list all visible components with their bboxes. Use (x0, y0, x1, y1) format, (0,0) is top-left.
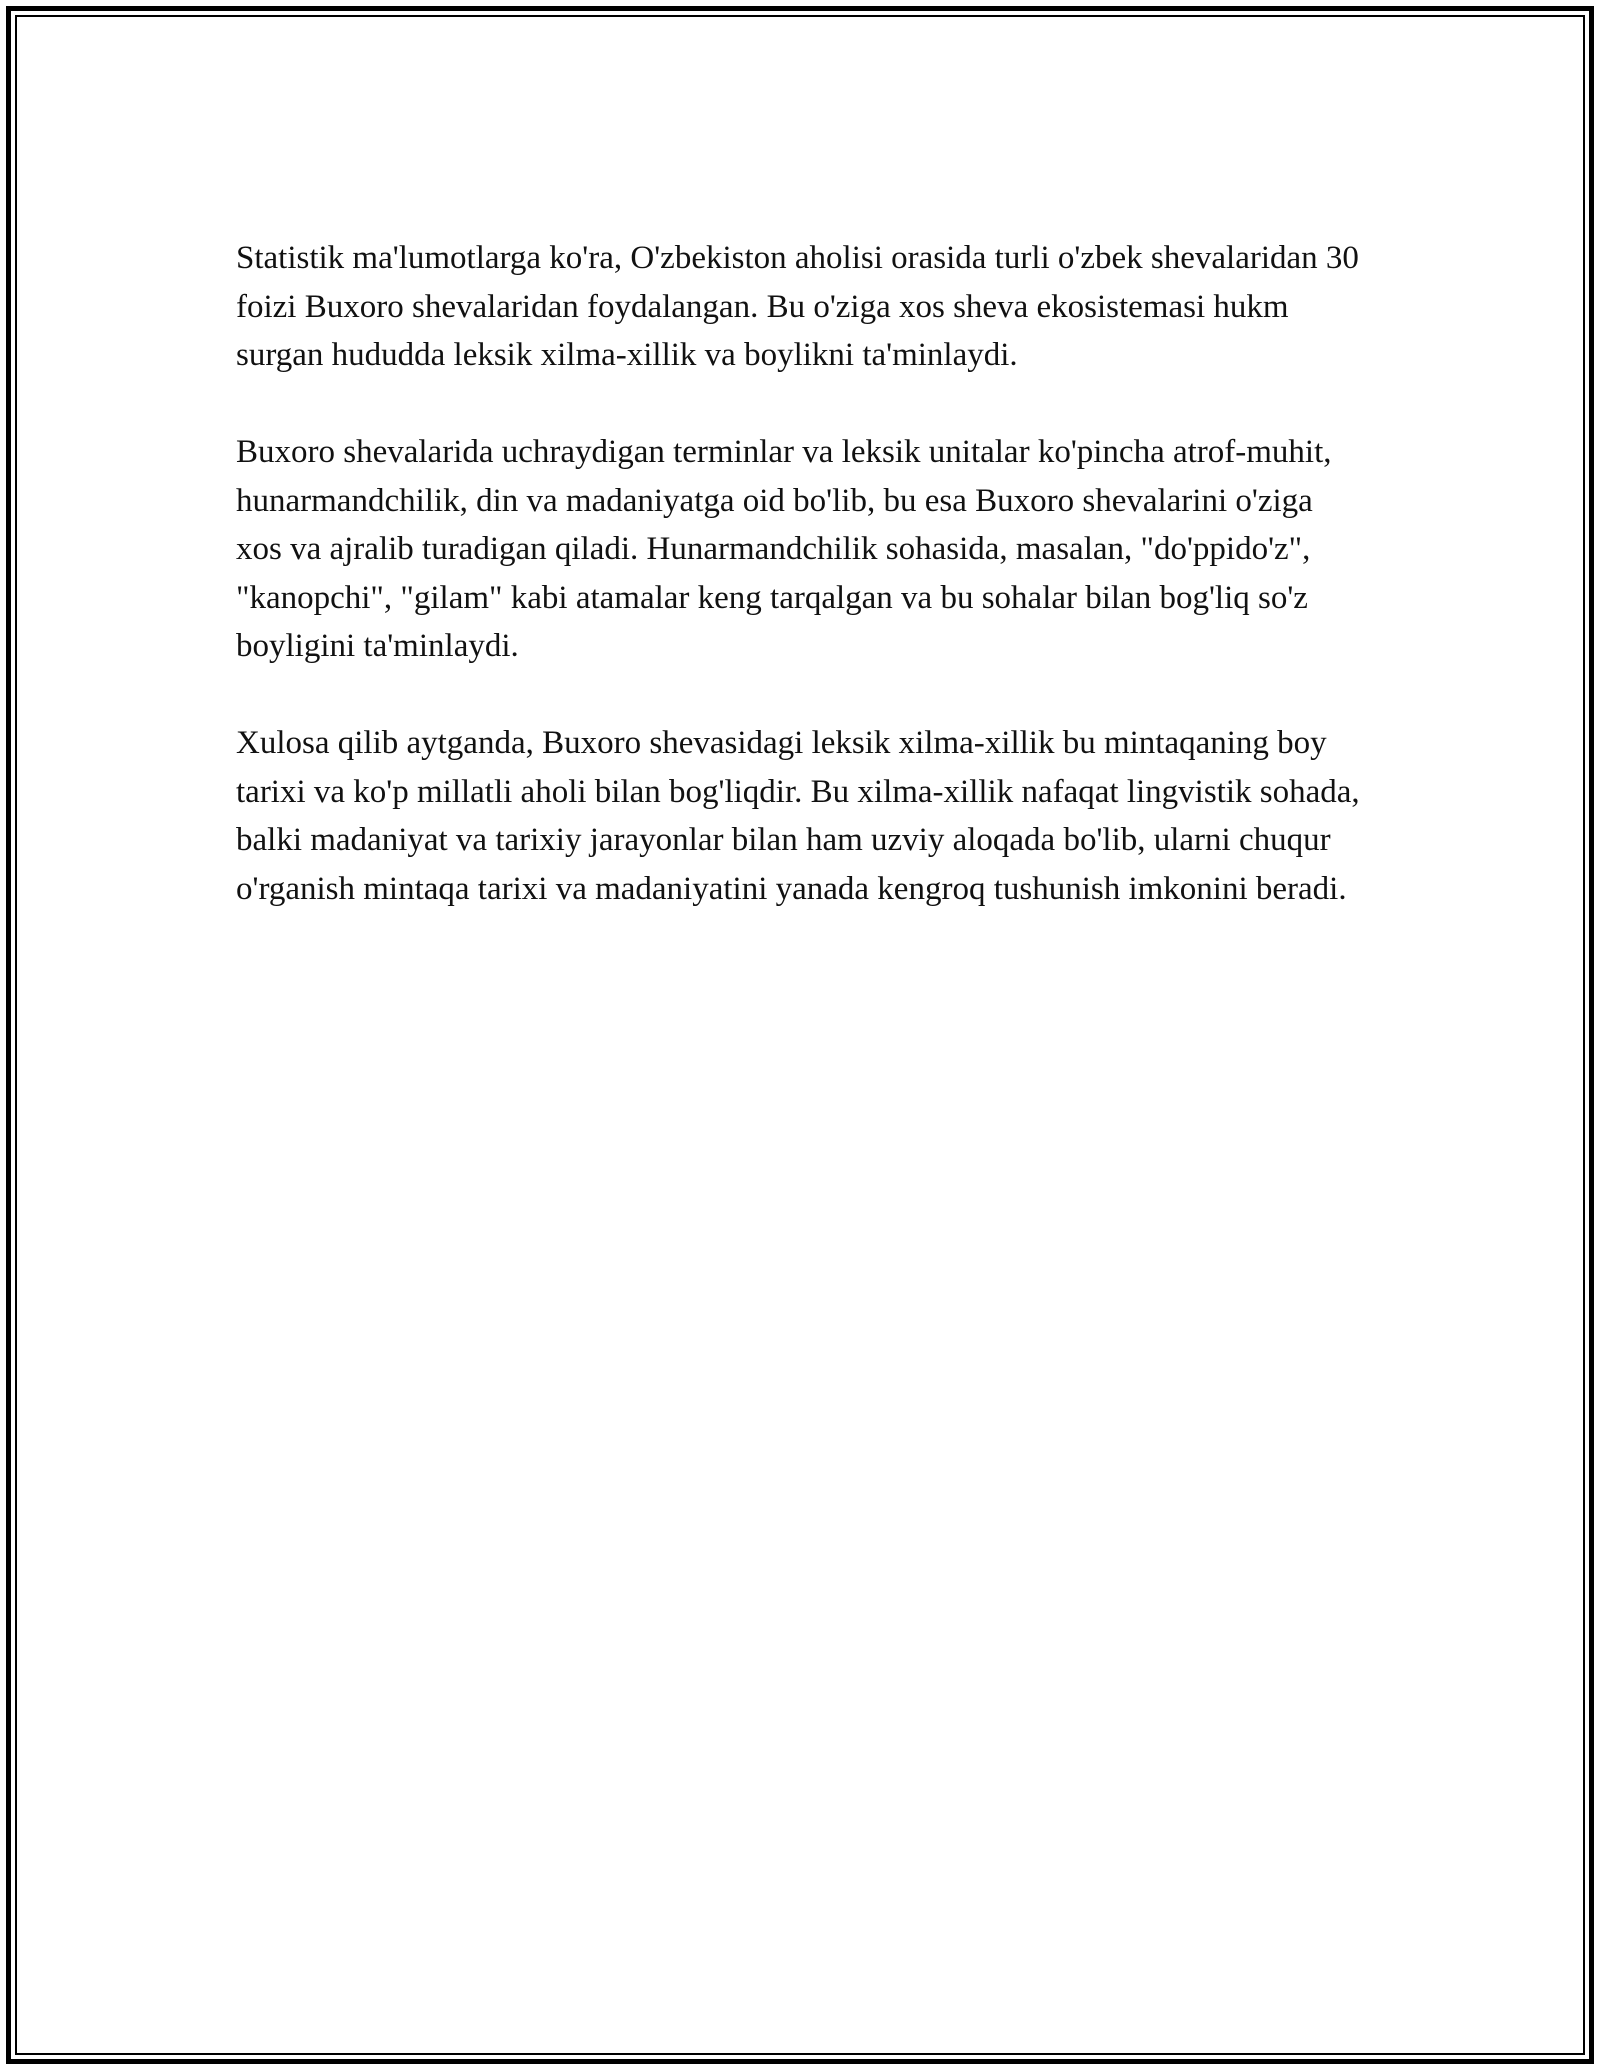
paragraph-terminology: Buxoro shevalarida uchraydigan terminlar va leksik unitalar ko'pincha atrof-muhit, hunarmandchilik, din va madaniyatga oid bo'lib, bu esa Buxoro shevalarini o'ziga xos va ajralib turadigan qiladi. Hunarmandchilik sohasida, masalan, "do'ppido'z", "kanopchi", "gilam" kabi atamalar keng tarqalgan va bu sohalar bilan bog'liq so'z boyligini ta'minlaydi. (236, 434, 1332, 664)
paragraph-conclusion: Xulosa qilib aytganda, Buxoro shevasidagi leksik xilma-xillik bu mintaqaning boy tarixi va ko'p millatli aholi bilan bog'liqdir. Bu xilma-xillik nafaqat lingvistik sohada, balki madaniyat va tarixiy jarayonlar bilan ham uzviy aloqada bo'lib, ularni chuqur o'rganish mintaqa tarixi va madaniyatini yanada kengroq tushunish imkonini beradi. (236, 725, 1360, 907)
document-body (236, 234, 1366, 913)
paragraph-statistics: Statistik ma'lumotlarga ko'ra, O'zbekiston aholisi orasida turli o'zbek shevalaridan 30 foizi Buxoro shevalaridan foydalangan. Bu o'ziga xos sheva ekosistemasi hukm surgan hududda leksik xilma-xillik va boylikni ta'minlaydi. (236, 240, 1359, 373)
